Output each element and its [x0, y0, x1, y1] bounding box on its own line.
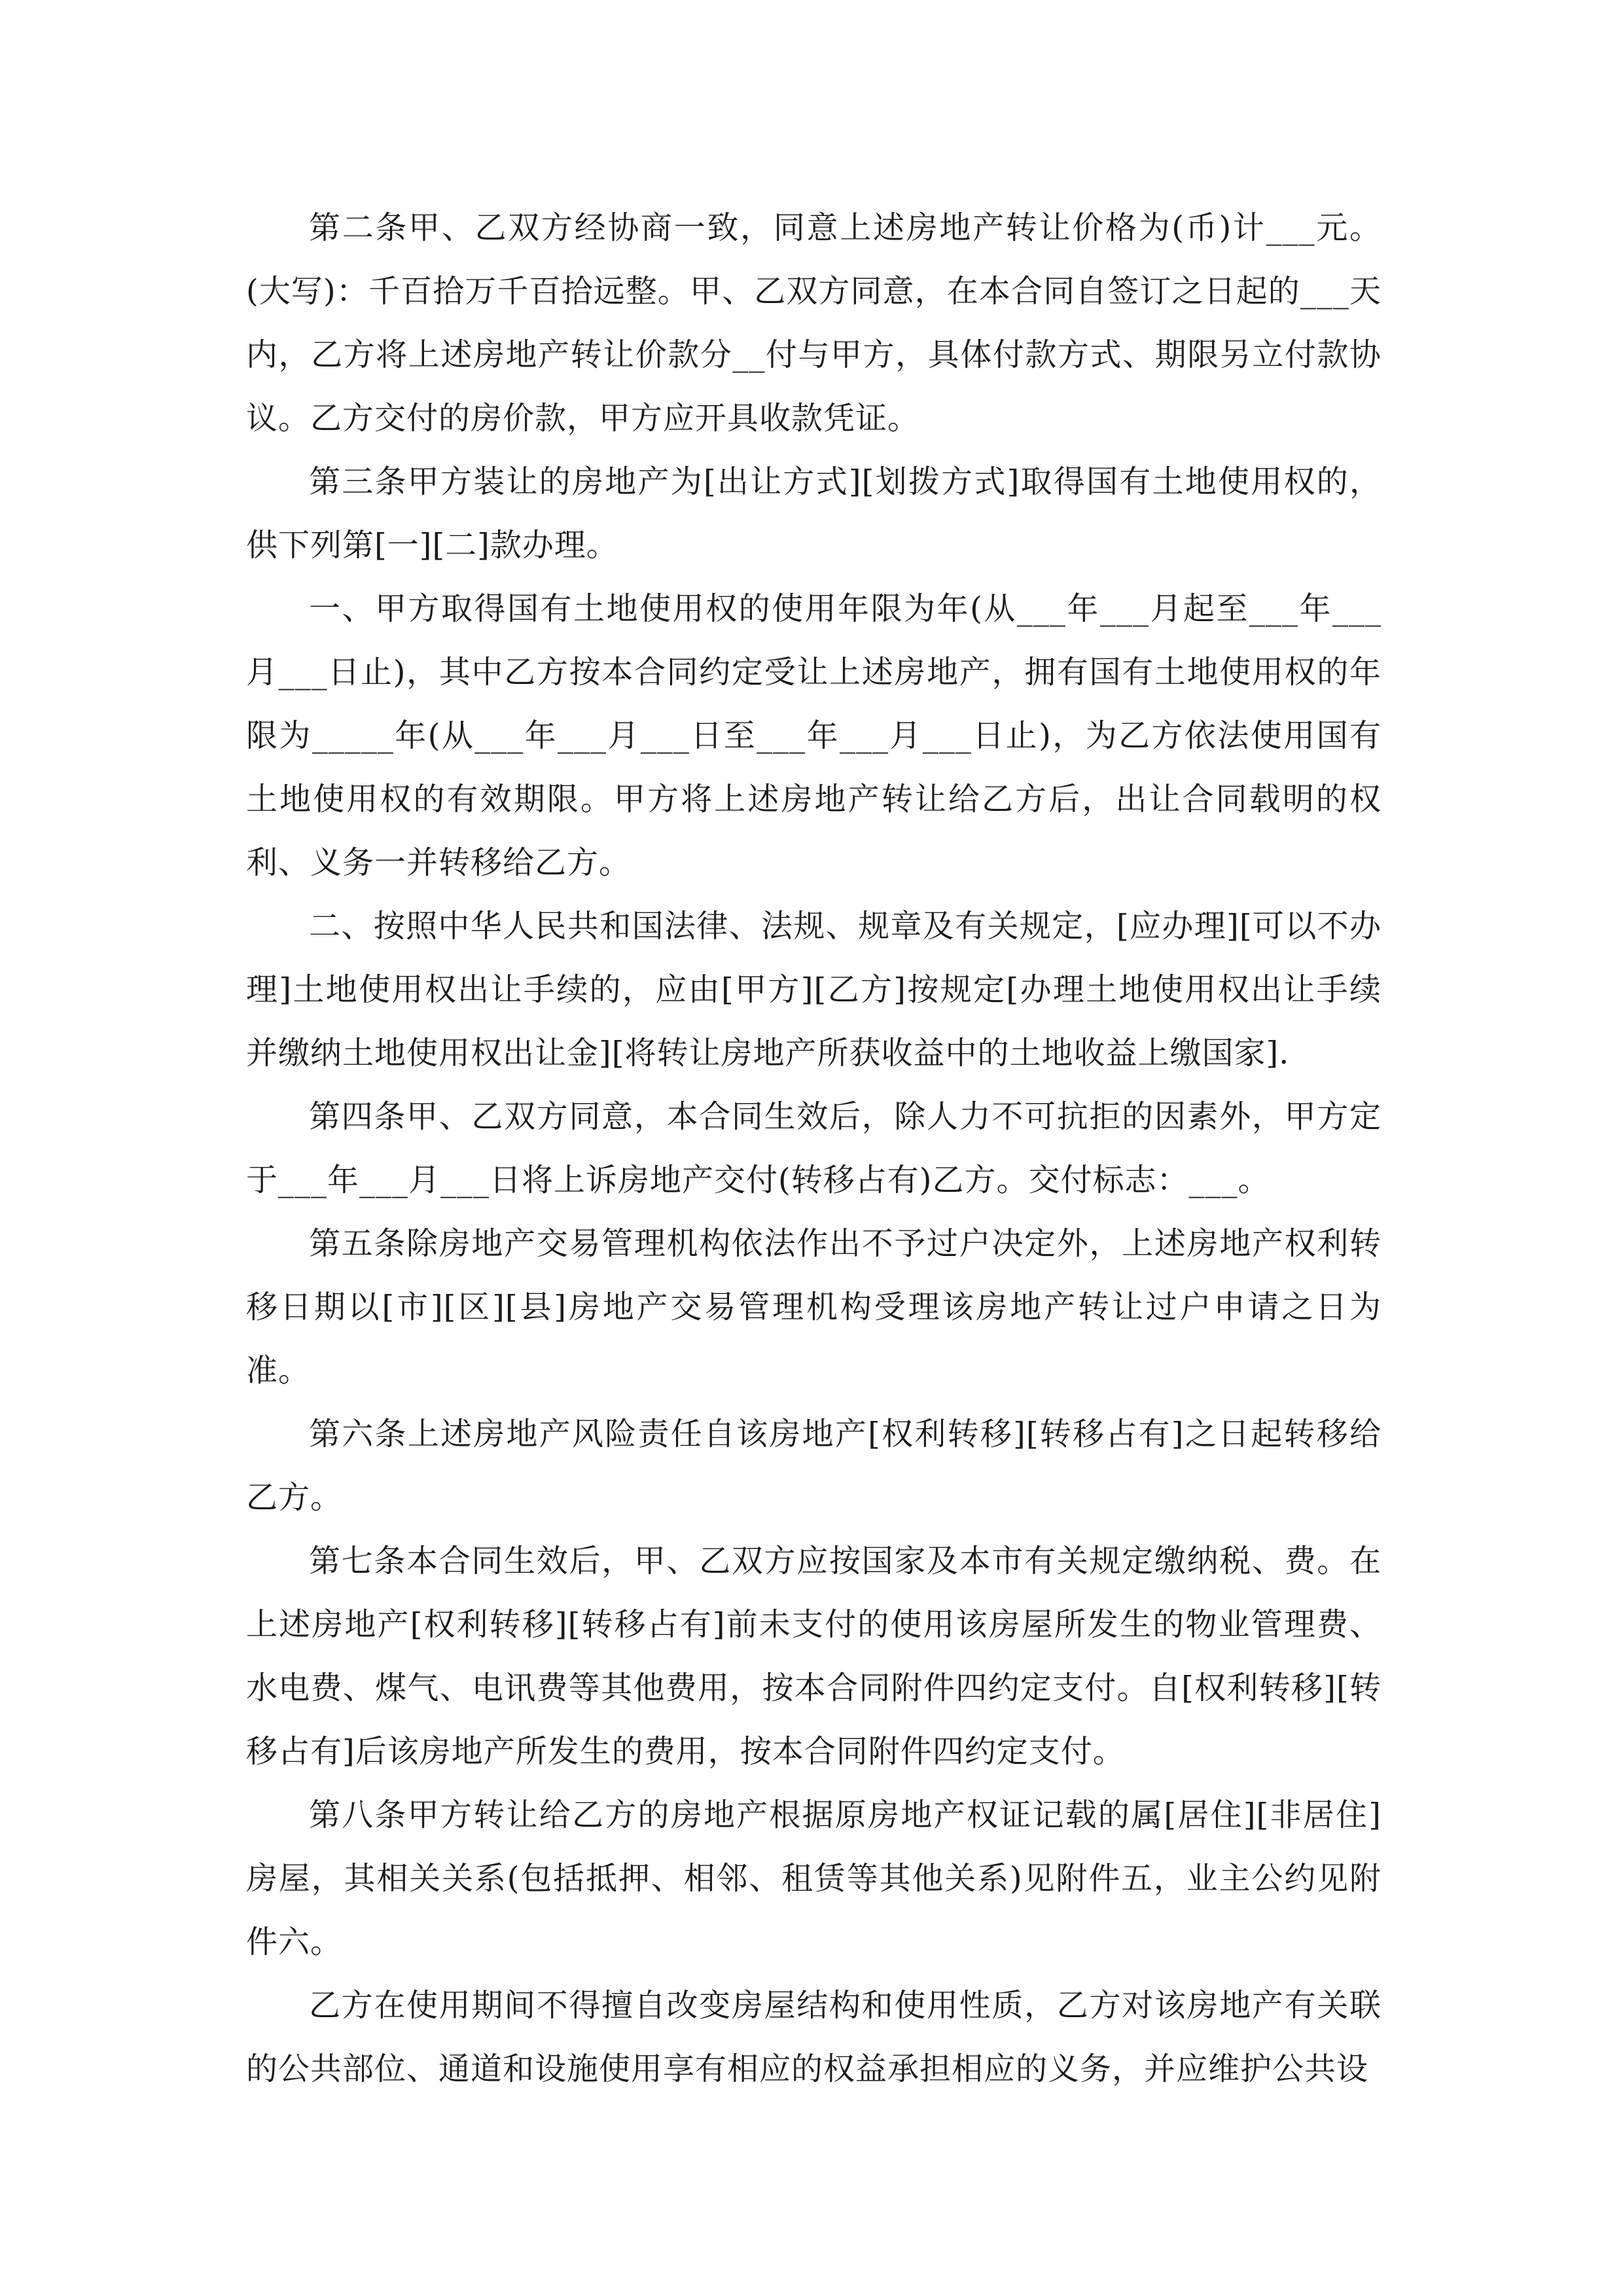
paragraph-article-3: 第三条甲方装让的房地产为[出让方式][划拨方式]取得国有土地使用权的，供下列第[一][二]款办理。 [246, 463, 1382, 564]
paragraph-article-3-clause-1: 一、甲方取得国有土地使用权的使用年限为年(从___年___月起至___年___月___日止)，其中乙方按本合同约定受让上述房地产，拥有国有土地使用权的年限为_____年(从___年___月___日至___年___月___日止)，为乙方依法使用国有土地使用权的有效期限。甲方将上述房地产转让给乙方后，出让合同载明的权利、义务一并转移给乙方。 [246, 590, 1382, 881]
document-body [246, 196, 1382, 2101]
paragraph-usage-obligations: 乙方在使用期间不得擅自改变房屋结构和使用性质，乙方对该房地产有关联的公共部位、通道和设施使用享有相应的权益承担相应的义务，并应维护公共设 [246, 1987, 1382, 2087]
paragraph-article-8: 第八条甲方转让给乙方的房地产根据原房地产权证记载的属[居住][非居住]房屋，其相关关系(包括抵押、相邻、租赁等其他关系)见附件五，业主公约见附件六。 [246, 1797, 1382, 1960]
paragraph-article-2: 第二条甲、乙双方经协商一致，同意上述房地产转让价格为(币)计___元。(大写)：千百拾万千百拾远整。甲、乙双方同意，在本合同自签订之日起的___天内，乙方将上述房地产转让价款分__付与甲方，具体付款方式、期限另立付款协议。乙方交付的房价款，甲方应开具收款凭证。 [246, 209, 1382, 437]
paragraph-article-4: 第四条甲、乙双方同意，本合同生效后，除人力不可抗拒的因素外，甲方定于___年___月___日将上诉房地产交付(转移占有)乙方。交付标志：___。 [246, 1098, 1382, 1198]
paragraph-article-3-clause-2: 二、按照中华人民共和国法律、法规、规章及有关规定，[应办理][可以不办理]土地使用权出让手续的，应由[甲方][乙方]按规定[办理土地使用权出让手续并缴纳土地使用权出让金][将转让房地产所获收益中的土地收益上缴国家]. [246, 908, 1382, 1071]
paragraph-article-5: 第五条除房地产交易管理机构依法作出不予过户决定外，上述房地产权利转移日期以[市][区][县]房地产交易管理机构受理该房地产转让过户申请之日为准。 [246, 1225, 1382, 1389]
paragraph-article-6: 第六条上述房地产风险责任自该房地产[权利转移][转移占有]之日起转移给乙方。 [246, 1416, 1382, 1516]
paragraph-article-7: 第七条本合同生效后，甲、乙双方应按国家及本市有关规定缴纳税、费。在上述房地产[权利转移][转移占有]前未支付的使用该房屋所发生的物业管理费、水电费、煤气、电讯费等其他费用，按本合同附件四约定支付。自[权利转移][转移占有]后该房地产所发生的费用，按本合同附件四约定支付。 [246, 1543, 1382, 1770]
